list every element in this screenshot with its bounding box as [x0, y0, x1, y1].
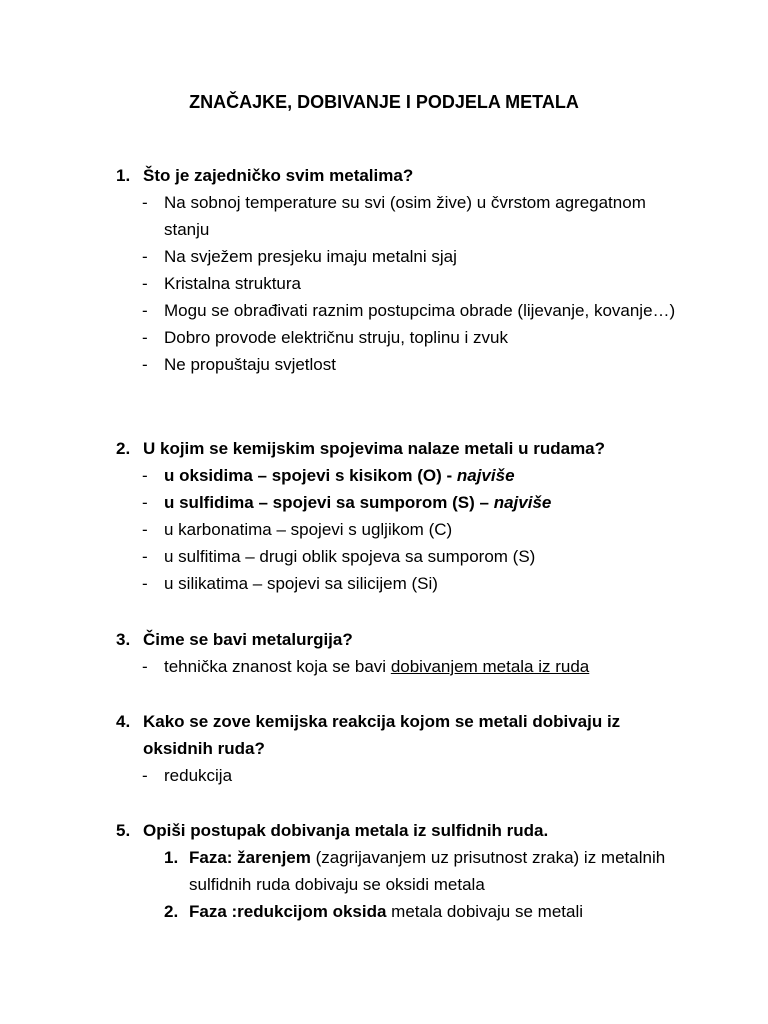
list-item	[116, 489, 676, 516]
dash-bullet: -	[142, 547, 148, 566]
list-item-text: Mogu se obrađivati raznim postupcima obrade (lijevanje, kovanje…)	[164, 301, 676, 320]
answer-list	[116, 189, 676, 378]
list-item	[116, 351, 676, 378]
list-item-text: Na sobnoj temperature su svi (osim žive) u čvrstom agregatnom stanju	[164, 193, 646, 239]
list-item	[116, 243, 676, 270]
question-1-heading	[116, 162, 676, 189]
dash-bullet: -	[142, 657, 148, 676]
question-text: Što je zajedničko svim metalima?	[143, 166, 414, 185]
question-number: 3.	[116, 630, 131, 649]
step-label: Faza :redukcijom oksida	[189, 902, 387, 921]
question-number: 1.	[116, 166, 131, 185]
document-title: ZNAČAJKE, DOBIVANJE I PODJELA METALA	[189, 92, 579, 112]
list-item	[116, 653, 676, 680]
dash-bullet: -	[142, 466, 148, 485]
dash-bullet: -	[142, 193, 148, 212]
list-item	[116, 762, 676, 789]
list-item-text: u sulfitima – drugi oblik spojeva sa sumporom (S)	[164, 547, 536, 566]
list-item-text: Kristalna struktura	[164, 274, 301, 293]
phase-step-2	[116, 898, 676, 925]
emphasis-text: najviše	[493, 493, 552, 512]
question-text: Kako se zove kemijska reakcija kojom se metali dobivaju iz oksidnih ruda?	[143, 712, 621, 758]
list-item	[116, 462, 676, 489]
list-item	[116, 516, 676, 543]
question-4	[116, 708, 676, 789]
list-item	[116, 297, 676, 324]
dash-bullet: -	[142, 328, 148, 347]
list-item-text: u oksidima – spojevi s kisikom (O) -	[164, 466, 457, 485]
answer-list	[116, 653, 676, 680]
dash-bullet: -	[142, 247, 148, 266]
question-number: 4.	[116, 712, 131, 731]
question-number: 5.	[116, 821, 131, 840]
list-item-text: tehnička znanost koja se bavi	[164, 657, 391, 676]
list-item-text: Dobro provode električnu struju, toplinu i zvuk	[164, 328, 508, 347]
answer-list	[116, 762, 676, 789]
step-text: (zagrijavanjem uz prisutnost zraka) iz metalnih sulfidnih ruda dobivaju se oksidi metala	[189, 848, 666, 894]
dash-bullet: -	[142, 301, 148, 320]
step-label: Faza: žarenjem	[189, 848, 311, 867]
step-number: 2.	[164, 902, 179, 921]
question-4-heading	[116, 708, 676, 762]
dash-bullet: -	[142, 493, 148, 512]
list-item	[116, 570, 676, 597]
dash-bullet: -	[142, 274, 148, 293]
emphasis-text: najviše	[456, 466, 515, 485]
dash-bullet: -	[142, 355, 148, 374]
list-item	[116, 543, 676, 570]
question-3-heading	[116, 626, 676, 653]
list-item	[116, 324, 676, 351]
dash-bullet: -	[142, 766, 148, 785]
dash-bullet: -	[142, 574, 148, 593]
question-text: Čime se bavi metalurgija?	[143, 630, 353, 649]
question-5-heading	[116, 817, 676, 844]
question-3	[116, 626, 676, 680]
list-item	[116, 270, 676, 297]
dash-bullet: -	[142, 520, 148, 539]
answer-list	[116, 462, 676, 597]
question-2-heading	[116, 435, 676, 462]
underlined-text: dobivanjem metala iz ruda	[390, 657, 590, 676]
question-5	[116, 817, 676, 925]
list-item-text: u silikatima – spojevi sa silicijem (Si)	[164, 574, 438, 593]
question-text: Opiši postupak dobivanja metala iz sulfidnih ruda.	[143, 821, 549, 840]
question-1	[116, 162, 676, 378]
question-2	[116, 435, 676, 597]
step-text: metala dobivaju se metali	[386, 902, 583, 921]
step-number: 1.	[164, 848, 179, 867]
phase-step-1	[116, 844, 676, 898]
question-text: U kojim se kemijskim spojevima nalaze metali u rudama?	[143, 439, 606, 458]
list-item	[116, 189, 676, 243]
question-number: 2.	[116, 439, 131, 458]
list-item-text: Na svježem presjeku imaju metalni sjaj	[164, 247, 457, 266]
list-item-text: Ne propuštaju svjetlost	[164, 355, 336, 374]
list-item-text: u sulfidima – spojevi sa sumporom (S) –	[164, 493, 494, 512]
list-item-text: u karbonatima – spojevi s ugljikom (C)	[164, 520, 453, 539]
list-item-text: redukcija	[164, 766, 233, 785]
